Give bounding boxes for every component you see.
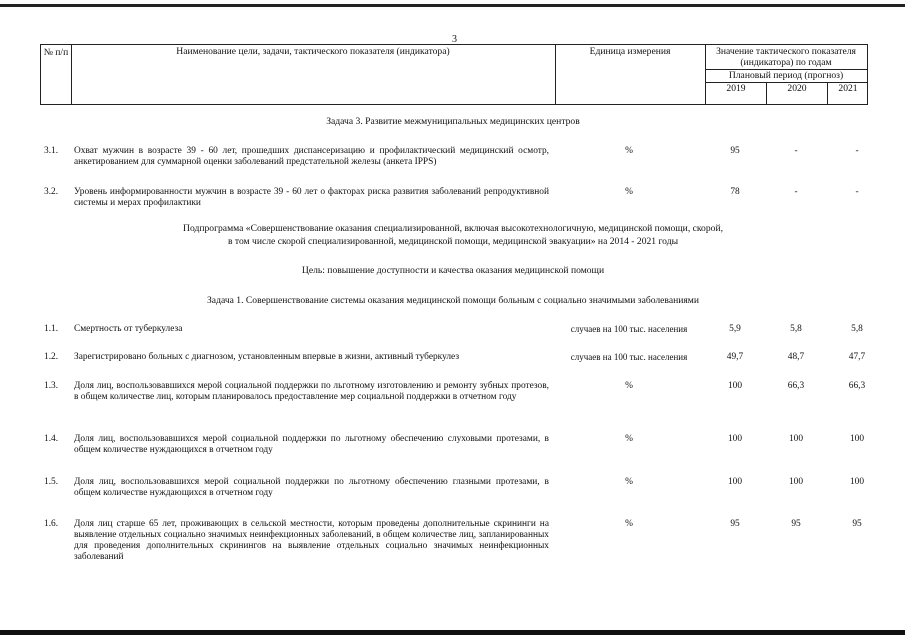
row-value-2020: 66,3: [787, 381, 805, 391]
task3-title: Задача 3. Развитие межмуниципальных медицинских центров: [326, 116, 580, 127]
row-value-2020: -: [794, 187, 798, 197]
row-value-2019: 95: [730, 146, 740, 156]
subprogram-title-line1: Подпрограмма «Совершенствование оказания специализированной, включая высокотехнологичную, медицинской помощи, скорой,: [183, 223, 723, 234]
row-unit: %: [625, 187, 633, 197]
row-name: Доля лиц, воспользовавшихся мерой социальной поддержки по льготному обеспечению глазными протезами, в общем количестве нуждающихся в отчетном году: [74, 477, 549, 498]
row-value-2019: 78: [730, 187, 740, 197]
scan-bottom-edge: [0, 630, 905, 635]
row-value-2019: 95: [730, 519, 740, 529]
row-num: 1.4.: [44, 434, 59, 444]
row-value-2021: 100: [849, 477, 865, 487]
table-header: [40, 44, 868, 105]
scan-top-edge: [0, 4, 905, 7]
header-year-2019: 2019: [726, 83, 746, 94]
header-year-2021: 2021: [838, 83, 858, 94]
row-value-2020: 100: [788, 434, 804, 444]
row-name: Доля лиц, воспользовавшихся мерой социальной поддержки по льготному изготовлению и ремонту зубных протезов, в общем количестве лиц, которым планировалось предоставление мер социальной поддержки в отчетном году: [74, 381, 549, 402]
goal-title: Цель: повышение доступности и качества оказания медицинской помощи: [301, 265, 605, 276]
header-num: № п/п: [43, 47, 69, 58]
row-unit: %: [625, 146, 633, 156]
row-name: Уровень информированности мужчин в возрасте 39 - 60 лет о факторах риска развития заболеваний репродуктивной системы и мерах профилактики: [74, 187, 549, 208]
row-name: Смертность от туберкулеза: [74, 324, 183, 334]
page-number: 3: [452, 34, 457, 45]
row-unit: случаев на 100 тыс. населения: [570, 352, 688, 362]
row-unit: %: [625, 519, 633, 529]
row-unit: %: [625, 477, 633, 487]
row-value-2021: 95: [852, 519, 862, 529]
row-name: Зарегистрировано больных с диагнозом, установленным впервые в жизни, активный туберкулез: [74, 352, 460, 362]
row-value-2021: -: [855, 146, 859, 156]
header-period: Плановый период (прогноз): [728, 70, 844, 81]
row-value-2019: 49,7: [726, 352, 744, 362]
row-name: Доля лиц, воспользовавшихся мерой социальной поддержки по льготному обеспечению слуховыми протезами, в общем количестве нуждающихся в отчетном году: [74, 434, 549, 455]
row-num: 1.3.: [44, 381, 59, 391]
row-value-2020: 5,8: [790, 324, 802, 334]
row-value-2020: 95: [791, 519, 801, 529]
row-value-2020: 100: [788, 477, 804, 487]
subprogram-title-line2: в том числе скорой специализированной, медицинской помощи, медицинской эвакуации» на 2014 - 2021 годы: [227, 236, 679, 247]
row-unit: %: [625, 434, 633, 444]
row-value-2021: 5,8: [851, 324, 863, 334]
row-value-2020: -: [794, 146, 798, 156]
row-value-2019: 100: [727, 434, 743, 444]
row-num: 1.6.: [44, 519, 59, 529]
task1-title: Задача 1. Совершенствование системы оказания медицинской помощи больным с социально значимыми заболеваниями: [207, 295, 699, 306]
row-num: 1.1.: [44, 324, 59, 334]
row-value-2021: 47,7: [848, 352, 866, 362]
header-values: Значение тактического показателя (индикатора) по годам: [716, 46, 856, 68]
row-value-2021: -: [855, 187, 859, 197]
row-value-2021: 66,3: [848, 381, 866, 391]
row-value-2019: 5,9: [729, 324, 741, 334]
row-name: Доля лиц старше 65 лет, проживающих в сельской местности, которым проведены дополнительные скрининги на выявление отдельных социально значимых неинфекционных заболеваний, в общем количестве лиц, запланированных для проведения дополнительных скринингов на выявление отдельных социально значимых неинфекционных заболеваний: [74, 519, 549, 562]
row-value-2019: 100: [727, 477, 743, 487]
header-unit: Единица измерения: [589, 46, 671, 57]
row-unit: случаев на 100 тыс. населения: [570, 324, 688, 334]
row-unit: %: [625, 381, 633, 391]
row-num: 3.1.: [44, 146, 59, 156]
header-year-2020: 2020: [787, 83, 807, 94]
row-num: 3.2.: [44, 187, 59, 197]
row-num: 1.2.: [44, 352, 59, 362]
header-name: Наименование цели, задачи, тактического показателя (индикатора): [176, 46, 450, 57]
row-value-2021: 100: [849, 434, 865, 444]
row-num: 1.5.: [44, 477, 59, 487]
row-name: Охват мужчин в возрасте 39 - 60 лет, прошедших диспансеризацию и профилактический медицинский осмотр, анкетированием для суммарной оценки заболеваний предстательной железы (анкета IPPS): [74, 146, 549, 167]
row-value-2020: 48,7: [787, 352, 805, 362]
row-value-2019: 100: [727, 381, 743, 391]
